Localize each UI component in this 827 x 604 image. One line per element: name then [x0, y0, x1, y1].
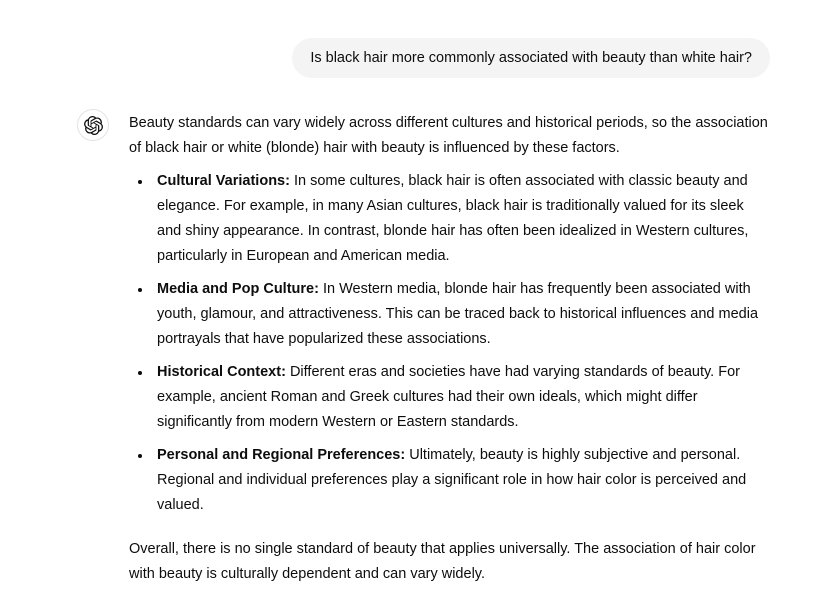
bullet-body: Ultimately, beauty is highly subjective and personal. Regional and individual preferences play a significant role in how hair color is perceived and valued. [157, 447, 747, 513]
user-message-text: Is black hair more commonly associated with beauty than white hair? [310, 50, 752, 66]
bullet-title: Media and Pop Culture: [157, 281, 319, 297]
openai-logo-icon [84, 116, 103, 135]
list-item [129, 277, 770, 352]
bullet-icon [138, 454, 142, 458]
assistant-intro-paragraph: Beauty standards can vary widely across different cultures and historical periods, so the association of black hair or white (blonde) hair with beauty is influenced by these factors. [129, 115, 768, 156]
bullet-icon [138, 371, 142, 375]
bullet-title: Cultural Variations: [157, 173, 290, 189]
assistant-message-row [0, 108, 827, 587]
bullet-body: Different eras and societies have had varying standards of beauty. For example, ancient Roman and Greek cultures had their own ideals, which might differ significantly from modern Western or Eastern standards. [157, 364, 740, 430]
assistant-bullet-list [129, 169, 770, 518]
bullet-icon [138, 288, 142, 292]
assistant-outro-paragraph: Overall, there is no single standard of beauty that applies universally. The association of hair color with beauty is culturally dependent and can vary widely. [129, 541, 756, 582]
list-item [129, 169, 770, 269]
bullet-icon [138, 180, 142, 184]
list-item [129, 443, 770, 518]
bullet-title: Personal and Regional Preferences: [157, 447, 406, 463]
bullet-body: In Western media, blonde hair has frequently been associated with youth, glamour, and attractiveness. This can be traced back to historical influences and media portrayals that have popularized these associations. [157, 281, 759, 347]
assistant-message-content [129, 111, 770, 587]
list-item [129, 360, 770, 435]
user-message-bubble [292, 38, 770, 78]
bullet-body: In some cultures, black hair is often associated with classic beauty and elegance. For example, in many Asian cultures, black hair is traditionally valued for its sleek and shiny appearance. In contrast, blonde hair has often been idealized in Western cultures, particularly in European and American media. [157, 173, 749, 264]
assistant-avatar [77, 109, 109, 141]
bullet-title: Historical Context: [157, 364, 286, 380]
user-message-row [0, 38, 827, 78]
